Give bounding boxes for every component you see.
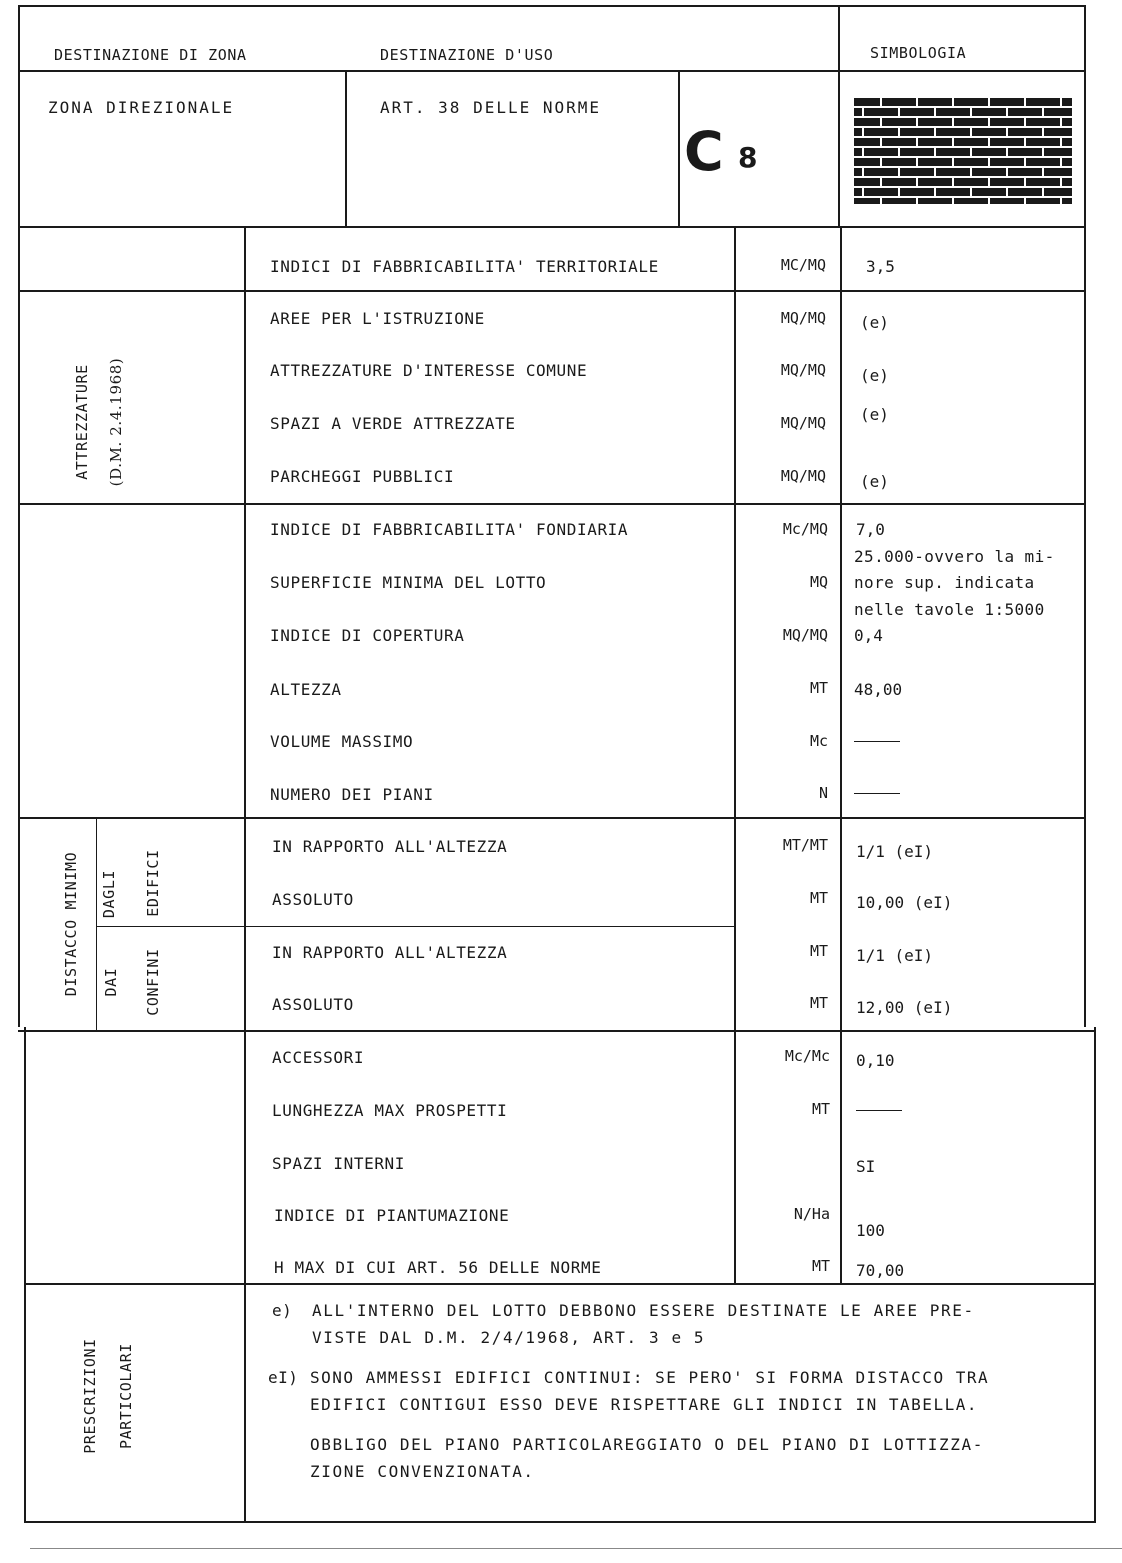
accessories-label: ACCESSORI xyxy=(272,1048,365,1067)
page-bottom-edge xyxy=(30,1548,1122,1549)
coverage-index-label: INDICE DI COPERTURA xyxy=(270,626,465,645)
facilities-group-label: ATTREZZATURE xyxy=(73,364,91,480)
distance-row-label: IN RAPPORTO ALL'ALTEZZA xyxy=(272,837,508,856)
note-marker: eI) xyxy=(268,1368,299,1387)
floors-unit: N xyxy=(818,784,828,802)
note-line: EDIFICI CONTIGUI ESSO DEVE RISPETTARE GLI INDICI IN TABELLA. xyxy=(310,1395,978,1414)
note-line: OBBLIGO DEL PIANO PARTICOLAREGGIATO O DEL PIANO DI LOTTIZZA- xyxy=(310,1435,984,1454)
zone-value: ZONA DIREZIONALE xyxy=(48,98,235,117)
facility-row-value: (e) xyxy=(860,366,889,385)
land-index-unit: Mc/MQ xyxy=(782,520,828,538)
facility-row-label: PARCHEGGI PUBBLICI xyxy=(270,467,455,486)
facility-row-value: (e) xyxy=(860,313,889,332)
facility-row-unit: MQ/MQ xyxy=(780,309,826,327)
distance-row-label: IN RAPPORTO ALL'ALTEZZA xyxy=(272,943,508,962)
facility-row-value: (e) xyxy=(860,472,889,491)
territorial-index-value: 3,5 xyxy=(866,257,895,276)
coverage-index-unit: MQ/MQ xyxy=(782,626,828,644)
use-value: ART. 38 DELLE NORME xyxy=(380,98,602,117)
distance-row-value: 1/1 (eI) xyxy=(856,946,934,965)
height-label: ALTEZZA xyxy=(270,680,342,699)
empty-value-dash xyxy=(856,1110,902,1111)
from-boundaries-label: DAI xyxy=(102,967,120,997)
facilities-group-decree: (D.M. 2.4.1968) xyxy=(107,357,125,487)
territorial-index-label: INDICI DI FABBRICABILITA' TERRITORIALE xyxy=(270,257,659,276)
use-destination-header: DESTINAZIONE D'USO xyxy=(380,46,554,64)
min-distance-group-label: DISTACCO MINIMO xyxy=(62,851,80,997)
planting-index-value: 100 xyxy=(856,1221,885,1240)
distance-row-value: 10,00 (eI) xyxy=(856,893,953,912)
floors-label: NUMERO DEI PIANI xyxy=(270,785,434,804)
min-lot-value-line: nore sup. indicata xyxy=(854,573,1035,592)
accessories-unit: Mc/Mc xyxy=(784,1047,830,1065)
facade-length-label: LUNGHEZZA MAX PROSPETTI xyxy=(272,1101,508,1120)
facility-row-label: AREE PER L'ISTRUZIONE xyxy=(270,309,485,328)
planting-index-unit: N/Ha xyxy=(793,1205,830,1223)
special-prescriptions-label: PRESCRIZIONI xyxy=(81,1338,99,1454)
min-lot-value-line: nelle tavole 1:5000 xyxy=(854,600,1045,619)
max-height-unit: MT xyxy=(811,1257,830,1275)
coverage-index-value: 0,4 xyxy=(854,626,883,645)
distance-row-unit: MT/MT xyxy=(782,836,828,854)
height-unit: MT xyxy=(809,679,828,697)
note-marker: e) xyxy=(272,1301,293,1320)
symbology-header: SIMBOLOGIA xyxy=(870,44,967,62)
distance-row-label: ASSOLUTO xyxy=(272,890,354,909)
inner-spaces-label: SPAZI INTERNI xyxy=(272,1154,406,1173)
land-index-value: 7,0 xyxy=(856,520,885,539)
facade-length-unit: MT xyxy=(811,1100,830,1118)
distance-row-label: ASSOLUTO xyxy=(272,995,354,1014)
facility-row-label: SPAZI A VERDE ATTREZZATE xyxy=(270,414,516,433)
facility-row-label: ATTREZZATURE D'INTERESSE COMUNE xyxy=(270,361,588,380)
planting-index-label: INDICE DI PIANTUMAZIONE xyxy=(274,1206,510,1225)
facility-row-unit: MQ/MQ xyxy=(780,414,826,432)
facility-row-unit: MQ/MQ xyxy=(780,361,826,379)
distance-row-value: 1/1 (eI) xyxy=(856,842,934,861)
max-volume-unit: Mc xyxy=(809,732,828,750)
min-lot-label: SUPERFICIE MINIMA DEL LOTTO xyxy=(270,573,547,592)
empty-value-dash xyxy=(854,793,900,794)
min-lot-unit: MQ xyxy=(809,573,828,591)
min-lot-value-line: 25.000-ovvero la mi- xyxy=(854,547,1055,566)
distance-row-value: 12,00 (eI) xyxy=(856,998,953,1017)
brick-hatch-icon xyxy=(854,98,1072,204)
zone-code-letter: C xyxy=(684,120,724,183)
note-line: ALL'INTERNO DEL LOTTO DEBBONO ESSERE DESTINATE LE AREE PRE- xyxy=(312,1301,975,1320)
distance-row-unit: MT xyxy=(809,994,828,1012)
from-buildings-label: DAGLI xyxy=(100,869,118,919)
distance-row-unit: MT xyxy=(809,889,828,907)
inner-spaces-value: SI xyxy=(856,1157,876,1176)
distance-row-unit: MT xyxy=(809,942,828,960)
note-line: SONO AMMESSI EDIFICI CONTINUI: SE PERO' SI FORMA DISTACCO TRA xyxy=(310,1368,990,1387)
max-height-label: H MAX DI CUI ART. 56 DELLE NORME xyxy=(274,1258,602,1277)
from-buildings-label: EDIFICI xyxy=(144,849,162,917)
empty-value-dash xyxy=(854,741,900,742)
zone-destination-header: DESTINAZIONE DI ZONA xyxy=(54,46,247,64)
max-volume-label: VOLUME MASSIMO xyxy=(270,732,414,751)
max-height-value: 70,00 xyxy=(856,1261,905,1280)
land-index-label: INDICE DI FABBRICABILITA' FONDIARIA xyxy=(270,520,629,539)
zone-code-number: 8 xyxy=(738,141,758,174)
facility-row-value: (e) xyxy=(860,405,889,424)
accessories-value: 0,10 xyxy=(856,1051,895,1070)
territorial-index-unit: MC/MQ xyxy=(780,256,826,274)
special-prescriptions-label: PARTICOLARI xyxy=(117,1343,135,1449)
note-line: ZIONE CONVENZIONATA. xyxy=(310,1462,535,1481)
note-line: VISTE DAL D.M. 2/4/1968, ART. 3 e 5 xyxy=(312,1328,706,1347)
from-boundaries-label: CONFINI xyxy=(144,948,162,1016)
facility-row-unit: MQ/MQ xyxy=(780,467,826,485)
height-value: 48,00 xyxy=(854,680,903,699)
